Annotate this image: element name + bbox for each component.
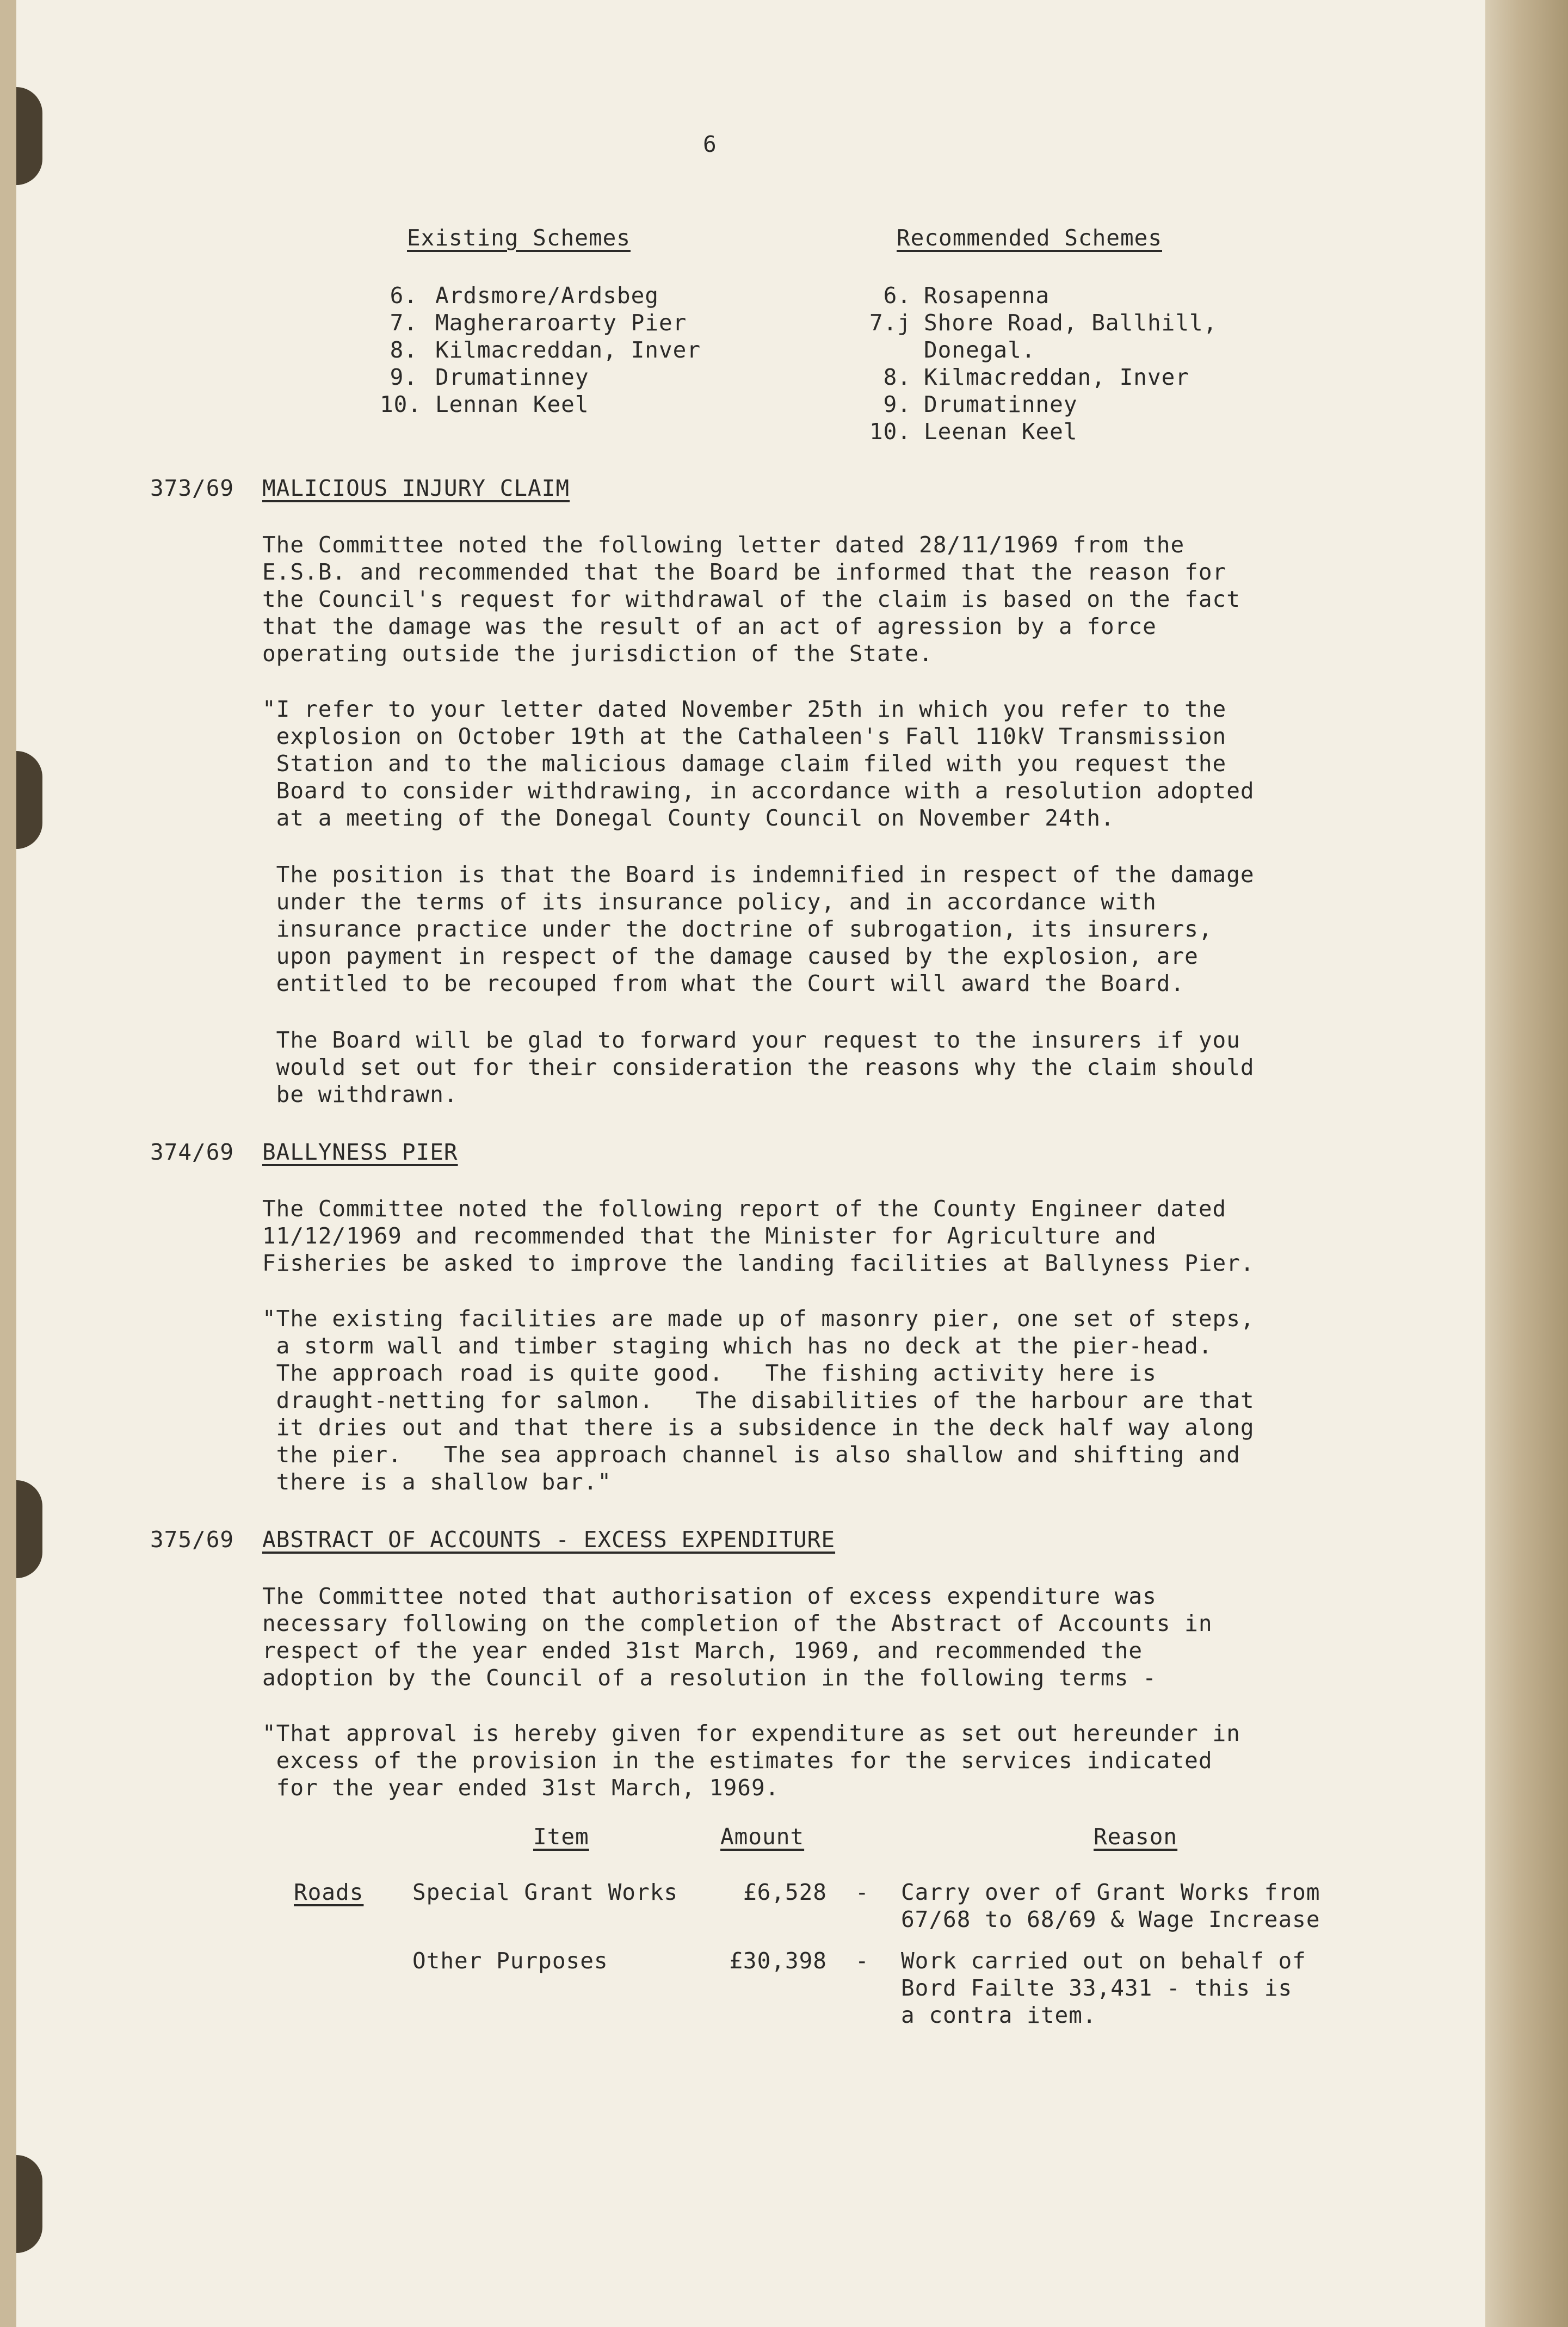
table-cell-reason: Work carried out on behalf of [901,1948,1306,1974]
binder-hole [16,751,42,849]
text-line: The position is that the Board is indemnified in respect of the damage [262,861,1255,888]
column-header-reason: Reason [1094,1824,1178,1850]
scheme-number: 7.j [869,310,911,336]
page-number: 6 [703,131,717,157]
table-cell-dash: - [855,1879,869,1905]
column-header-amount: Amount [720,1824,805,1850]
text-line: it dries out and that there is a subsidence in the deck half way along [262,1414,1255,1440]
text-line: adoption by the Council of a resolution in the following terms - [262,1665,1157,1691]
scheme-name: Kilmacreddan, Inver [924,364,1189,390]
scheme-name: Drumatinney [435,364,589,390]
scheme-name: Leenan Keel [924,418,1078,445]
table-cell-dash: - [855,1948,869,1974]
table-cell-item: Other Purposes [412,1948,608,1974]
binder-hole [16,1480,42,1578]
table-cell-reason: 67/68 to 68/69 & Wage Increase [901,1906,1320,1932]
text-line: 11/12/1969 and recommended that the Minister for Agriculture and [262,1223,1157,1249]
table-cell-item: Special Grant Works [412,1879,678,1905]
table-cell-amount: £6,528 [743,1879,827,1905]
scheme-number: 10. [869,418,911,445]
text-line: respect of the year ended 31st March, 1969, and recommended the [262,1637,1143,1664]
text-line: E.S.B. and recommended that the Board be informed that the reason for [262,559,1227,585]
page-stack-edge [1485,0,1568,2327]
text-line: would set out for their consideration the reasons why the claim should [262,1054,1255,1080]
text-line: The approach road is quite good. The fishing activity here is [262,1360,1157,1386]
text-line: "I refer to your letter dated November 25th in which you refer to the [262,696,1227,722]
scheme-number: 9. [883,391,911,417]
text-line: explosion on October 19th at the Cathaleen's Fall 110kV Transmission [262,723,1227,749]
existing-schemes-heading: Existing Schemes [407,225,631,251]
minute-title: ABSTRACT OF ACCOUNTS - EXCESS EXPENDITURE [262,1526,836,1553]
table-cell-reason: Carry over of Grant Works from [901,1879,1320,1905]
scheme-number: 8. [883,364,911,390]
text-line: excess of the provision in the estimates for the services indicated [262,1747,1213,1774]
scheme-name: Lennan Keel [435,391,589,417]
text-line: Fisheries be asked to improve the landing facilities at Ballyness Pier. [262,1250,1255,1276]
text-line: The Board will be glad to forward your request to the insurers if you [262,1027,1240,1053]
scheme-name: Donegal. [924,337,1036,363]
text-line: The Committee noted the following letter dated 28/11/1969 from the [262,532,1185,558]
minute-number: 374/69 [150,1139,234,1165]
scheme-name: Drumatinney [924,391,1078,417]
minute-number: 373/69 [150,475,234,501]
text-line: "The existing facilities are made up of masonry pier, one set of steps, [262,1306,1255,1332]
text-line: "That approval is hereby given for expenditure as set out hereunder in [262,1720,1240,1746]
table-section-label: Roads [294,1879,364,1905]
text-line: the pier. The sea approach channel is also shallow and shifting and [262,1442,1240,1468]
recommended-schemes-heading: Recommended Schemes [897,225,1162,251]
table-cell-amount: £30,398 [729,1948,827,1974]
text-line: The Committee noted the following report of the County Engineer dated [262,1196,1227,1222]
minute-title: BALLYNESS PIER [262,1139,458,1165]
scheme-name: Kilmacreddan, Inver [435,337,701,363]
text-line: at a meeting of the Donegal County Council on November 24th. [262,805,1115,831]
text-line: for the year ended 31st March, 1969. [262,1775,780,1801]
scheme-number: 10. [380,391,422,417]
binder-hole [16,2155,42,2253]
text-line: operating outside the jurisdiction of the State. [262,641,933,667]
text-line: entitled to be recouped from what the Court will award the Board. [262,970,1185,996]
text-line: insurance practice under the doctrine of subrogation, its insurers, [262,916,1213,942]
text-line: a storm wall and timber staging which has no deck at the pier-head. [262,1333,1213,1359]
scheme-number: 9. [390,364,418,390]
scheme-name: Ardsmore/Ardsbeg [435,282,659,309]
text-line: under the terms of its insurance policy, and in accordance with [262,889,1157,915]
scheme-number: 6. [390,282,418,309]
text-line: Station and to the malicious damage claim filed with you request the [262,750,1227,777]
scheme-number: 7. [390,310,418,336]
minute-number: 375/69 [150,1526,234,1553]
text-line: the Council's request for withdrawal of the claim is based on the fact [262,586,1240,612]
scheme-number: 6. [883,282,911,309]
text-line: The Committee noted that authorisation of excess expenditure was [262,1583,1157,1609]
text-line: necessary following on the completion of the Abstract of Accounts in [262,1610,1213,1636]
column-header-item: Item [533,1824,589,1850]
text-line: draught-netting for salmon. The disabilities of the harbour are that [262,1387,1255,1413]
scheme-name: Magheraroarty Pier [435,310,687,336]
scheme-name: Shore Road, Ballhill, [924,310,1218,336]
table-cell-reason: a contra item. [901,2002,1097,2028]
scheme-name: Rosapenna [924,282,1050,309]
text-line: that the damage was the result of an act of agression by a force [262,613,1157,639]
minute-title: MALICIOUS INJURY CLAIM [262,475,570,501]
text-line: Board to consider withdrawing, in accordance with a resolution adopted [262,778,1255,804]
table-cell-reason: Bord Failte 33,431 - this is [901,1975,1293,2001]
text-line: be withdrawn. [262,1081,458,1107]
binder-hole [16,87,42,185]
document-page [16,0,1485,2327]
text-line: there is a shallow bar." [262,1469,612,1495]
text-line: upon payment in respect of the damage caused by the explosion, are [262,943,1199,969]
scheme-number: 8. [390,337,418,363]
